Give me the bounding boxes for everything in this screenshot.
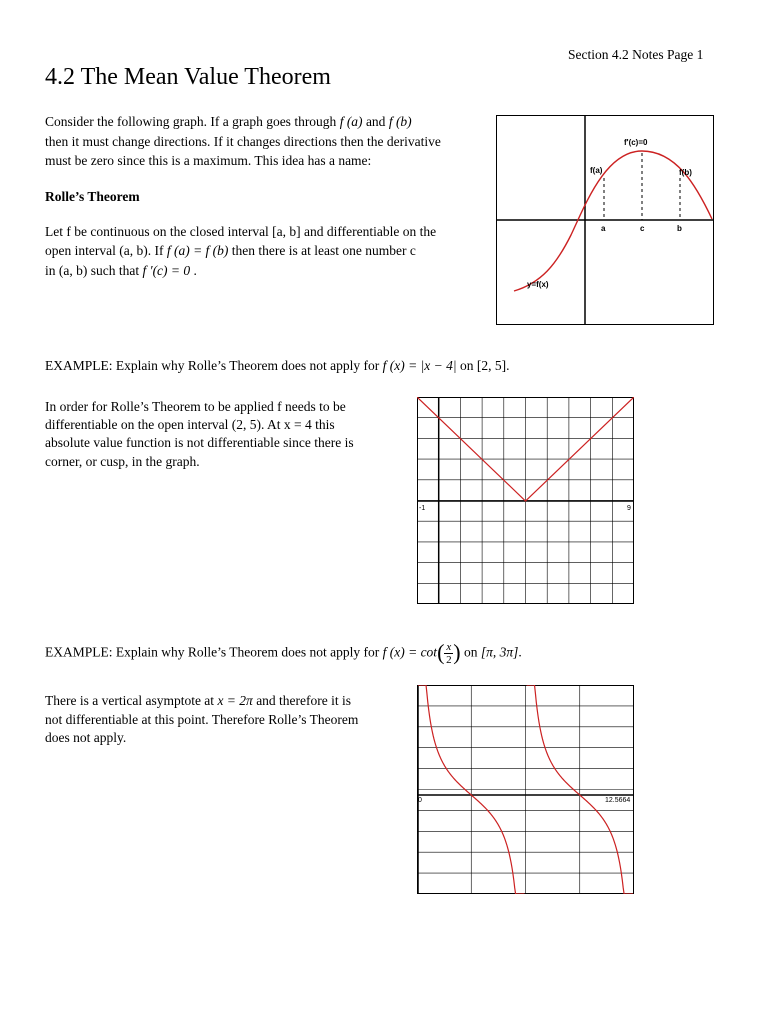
example2-text: EXAMPLE: Explain why Rolle’s Theorem does not apply for [45,644,383,660]
fb-expression: f (b) [388,114,412,129]
graph3-xmax: 12.5664 [605,797,631,804]
paren-right: ) [453,639,461,665]
example1-answer-4: corner, or cusp, in the graph. [45,454,200,469]
asymptote-equation: x = 2π [217,693,253,708]
fa-expression: f (a) [339,114,363,129]
example1-answer-2: differentiable on the open interval (2, 5). At x = 4 this [45,417,335,432]
tick-a: a [601,224,606,233]
label-fb: f(b) [679,168,692,177]
rolle-conclusion: f ′(c) = 0 [142,263,191,278]
example1-text: EXAMPLE: Explain why Rolle’s Theorem does not apply for [45,358,383,373]
example2-interval: [π, 3π] [480,644,519,660]
intro-line-3: must be zero since this is a maximum. This idea has a name: [45,153,372,168]
rolle-line-3 [45,261,197,280]
page-header: Section 4.2 Notes Page 1 [568,47,704,62]
rolle-line-1: Let f be continuous on the closed interval [a, b] and differentiable on the [45,224,437,239]
rolle-heading: Rolle’s Theorem [45,189,140,204]
graph3-xmin: 0 [418,797,422,804]
example1-function: f (x) = |x − 4| [382,358,457,373]
example2-answer-1 [45,691,351,710]
intro-line-1 [45,112,412,131]
rolle-text: open interval (a, b). If [45,243,167,258]
abs-value-graph [417,397,634,604]
example2-prompt [45,641,522,666]
label-yfx: y=f(x) [527,280,549,289]
rolle-text-3: in (a, b) such that [45,263,143,278]
fraction [444,641,453,666]
fraction-denominator: 2 [446,654,452,666]
page-title: 4.2 The Mean Value Theorem [45,64,331,90]
example2-function: f (x) = cot [382,644,438,660]
label-fa: f(a) [590,166,603,175]
rolle-line-2 [45,241,416,260]
example1-answer-1: In order for Rolle’s Theorem to be applied f needs to be [45,399,346,414]
example1-answer-3: absolute value function is not differentiable since there is [45,435,354,450]
example1-interval: on [2, 5]. [456,358,510,373]
rolle-condition: f (a) = f (b) [166,243,229,258]
graph2-xmin: -1 [419,505,426,512]
cot-graph [417,685,634,894]
example2-answer-3: does not apply. [45,730,127,745]
fraction-numerator: x [446,641,452,653]
label-fc: f'(c)=0 [624,138,648,147]
intro-line-2: then it must change directions. If it changes directions then the derivative [45,134,441,149]
example2-answer-text-2: and therefore it is [252,693,352,708]
rolle-period: . [190,263,197,278]
tick-b: b [677,224,682,233]
intro-text: Consider the following graph. If a graph goes through [45,114,340,129]
example2-on: on [460,644,481,660]
example2-answer-text: There is a vertical asymptote at [45,693,218,708]
intro-and: and [362,114,389,129]
example2-answer-2: not differentiable at this point. Therefore Rolle’s Theorem [45,712,359,727]
tick-c: c [640,224,645,233]
graph2-xmax: 9 [627,505,631,512]
paren-left: ( [437,639,445,665]
example2-period: . [518,644,522,660]
example1-prompt [45,356,509,375]
rolle-graph [496,115,714,325]
rolle-text-2: then there is at least one number c [228,243,416,258]
